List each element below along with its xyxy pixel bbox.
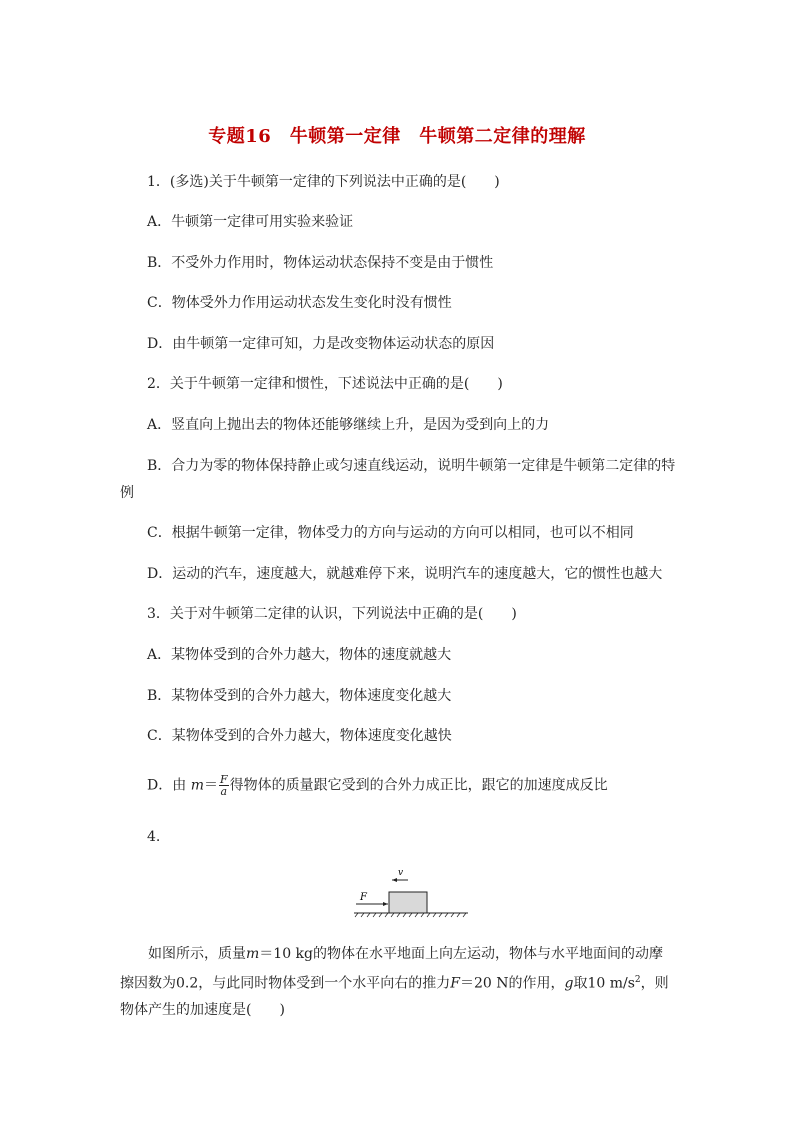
q4-figure bbox=[352, 862, 472, 922]
q4-number: 4. bbox=[147, 829, 161, 845]
q1-option-c: C．物体受外力作用运动状态发生变化时没有惯性 bbox=[147, 295, 452, 311]
q3-option-b: B．某物体受到的合外力越大，物体速度变化越大 bbox=[147, 688, 452, 704]
q2-option-d: D．运动的汽车，速度越大，就越难停下来，说明汽车的速度越大，它的惯性也越大 bbox=[147, 566, 663, 582]
q3-d-numerator: F bbox=[219, 773, 228, 786]
q4-text-2: ＝10 kg的物体在水平地面上向左运动，物体与水平地面间的动摩擦因数为0.2，与此同时物体受到一个水平向右的推力 bbox=[120, 946, 663, 992]
q4-superscript: 2 bbox=[634, 975, 641, 985]
q3-d-prefix: D．由 bbox=[147, 777, 191, 794]
q3-stem: 3．关于对牛顿第二定律的认识，下列说法中正确的是( ) bbox=[147, 606, 517, 622]
q4-stem bbox=[120, 941, 676, 1023]
q3-d-var: m bbox=[190, 777, 204, 794]
q2-option-b: B．合力为零的物体保持静止或匀速直线运动，说明牛顿第一定律是牛顿第二定律的特 bbox=[147, 458, 676, 474]
q2-option-a: A．竖直向上抛出去的物体还能够继续上升，是因为受到向上的力 bbox=[147, 417, 550, 433]
force-label: F bbox=[360, 892, 367, 903]
q4-text-4: 取10 m/s bbox=[573, 975, 635, 992]
force-arrowhead bbox=[383, 902, 388, 906]
page-title: 专题16 牛顿第一定律 牛顿第二定律的理解 bbox=[208, 126, 586, 147]
q4-var-f: F bbox=[450, 975, 460, 992]
q3-d-fraction bbox=[219, 774, 229, 797]
q3-option-a: A．某物体受到的合外力越大，物体的速度就越大 bbox=[147, 647, 452, 663]
q3-d-denominator: a bbox=[220, 785, 228, 798]
q4-text-1: 如图所示，质量 bbox=[148, 946, 246, 962]
q4-text-5: ，则物体产生的加速度是( ) bbox=[120, 975, 669, 1018]
q3-d-eq: ＝ bbox=[203, 777, 218, 794]
q4-var-m: m bbox=[246, 946, 260, 962]
ground-hatching bbox=[355, 913, 466, 917]
q2-option-b-continued: 例 bbox=[120, 485, 134, 501]
q2-option-c: C．根据牛顿第一定律，物体受力的方向与运动的方向可以相同，也可以不相同 bbox=[147, 525, 634, 541]
velocity-arrowhead bbox=[392, 878, 397, 882]
q1-stem: 1．(多选)关于牛顿第一定律的下列说法中正确的是( ) bbox=[147, 174, 500, 190]
block bbox=[389, 892, 427, 913]
velocity-label: v bbox=[398, 868, 404, 878]
q1-option-a: A．牛顿第一定律可用实验来验证 bbox=[147, 214, 354, 230]
q4-var-g: g bbox=[564, 975, 574, 992]
q3-d-suffix: 得物体的质量跟它受到的合外力成正比，跟它的加速度成反比 bbox=[229, 777, 608, 794]
q1-option-d: D．由牛顿第一定律可知，力是改变物体运动状态的原因 bbox=[147, 336, 495, 352]
q3-option-d bbox=[147, 774, 674, 797]
q1-option-b: B．不受外力作用时，物体运动状态保持不变是由于惯性 bbox=[147, 255, 494, 271]
q2-stem: 2．关于牛顿第一定律和惯性，下述说法中正确的是( ) bbox=[147, 376, 503, 392]
q3-option-c: C．某物体受到的合外力越大，物体速度变化越快 bbox=[147, 728, 452, 744]
q4-text-3: ＝20 N的作用， bbox=[459, 975, 565, 992]
